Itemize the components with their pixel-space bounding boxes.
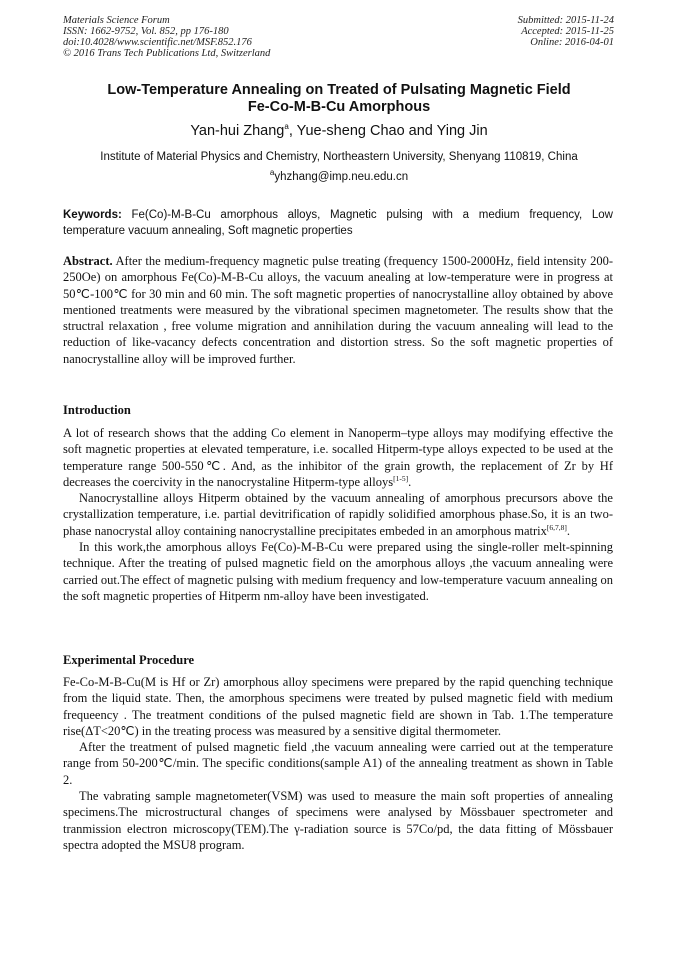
intro-p2-text: Nanocrystalline alloys Hitperm obtained by the vacuum annealing of amorphous precursors above the crystallization temperature, i.e. partial devitrification of rapidly solidified amorphous phase.So, it is an two-phase nanocrystal alloy containing nanocrystalline precipitates embeded in an amorphous matrix	[63, 491, 613, 538]
journal-header-right	[518, 15, 614, 48]
exp-paragraph-3: The vabrating sample magnetometer(VSM) was used to measure the main soft properties of annealing specimens.The microstructural changes of specimens were analysed by Mössbauer spectrometer and tranmission electron microscopy(TEM).The γ-radiation source is 57Co/pd, the data fitting of Mössbauer spectra adopted the MSU8 program.	[63, 789, 613, 852]
intro-p2-end: .	[566, 523, 570, 538]
author-email	[40, 170, 638, 184]
keywords	[63, 207, 613, 239]
email-mark: a	[269, 168, 275, 178]
online-date: Online: 2016-04-01	[530, 37, 614, 48]
introduction-body	[63, 425, 613, 604]
paper-title	[50, 82, 628, 116]
email-address[interactable]: yhzhang@imp.neu.edu.cn	[274, 171, 409, 183]
journal-copyright: © 2016 Trans Tech Publications Ltd, Switzerland	[63, 48, 271, 59]
exp-paragraph-2: After the treatment of pulsed magnetic field ,the vacuum annealing were carried out at the temperature range from 50-200℃/min. The specific conditions(sample A1) of the annealing treatment as shown in Table 2.	[63, 740, 613, 787]
abstract-text: After the medium-frequency magnetic pulse treating (frequency 1500-2000Hz, field intensity 200-250Oe) on amorphous Fe(Co)-M-B-Cu alloys, the vacuum anealing at low-temperature were in progress at 50℃-100℃ for 30 min and 60 min. The soft magnetic properties of nanocrystalline alloy obtained by above mentioned treatments were measured by the vibrational specimen magnetometer. The results show that the structral relaxation , free volume migration and annihilation during the vacuum annealing will lead to the reduction of like-vacancy defects concentration and distortion stress. So the soft magnetic properties of nanocrystalline alloy will be improved further.	[63, 254, 613, 366]
author-rest: , Yue-sheng Chao and Ying Jin	[288, 123, 488, 139]
abstract-label: Abstract.	[63, 254, 113, 268]
citation-ref[interactable]: [6,7,8]	[546, 522, 567, 532]
experimental-heading: Experimental Procedure	[63, 653, 195, 667]
introduction-heading: Introduction	[63, 403, 131, 417]
journal-issn: ISSN: 1662-9752, Vol. 852, pp 176-180	[63, 26, 229, 37]
experimental-body	[63, 674, 613, 853]
abstract	[63, 253, 613, 367]
affiliation: Institute of Material Physics and Chemistry, Northeastern University, Shenyang 110819, China	[100, 151, 578, 163]
journal-doi[interactable]: doi:10.4028/www.scientific.net/MSF.852.176	[63, 37, 252, 48]
keywords-text: Fe(Co)-M-B-Cu amorphous alloys, Magnetic pulsing with a medium frequency, Low temperature vacuum annealing, Soft magnetic properties	[63, 209, 613, 237]
author-affil-mark: a	[284, 122, 289, 132]
citation-ref[interactable]: [1-5]	[393, 473, 409, 483]
intro-paragraph-1	[63, 425, 613, 490]
accepted-date: Accepted: 2015-11-25	[521, 26, 614, 37]
author-list	[50, 122, 628, 140]
keywords-label: Keywords:	[63, 209, 122, 221]
intro-paragraph-3: In this work,the amorphous alloys Fe(Co)-M-B-Cu were prepared using the single-roller melt-spinning technique. After the treating of pulsed magnetic field on the amorphous alloys ,the vacuum annealing were carried out.The effect of magnetic pulsing with medium frequency and low-temperature vacuum annealing on the soft magnetic properties of Hitperm nm-alloy have been investigated.	[63, 540, 613, 603]
intro-p1-end: .	[408, 474, 412, 489]
title-line-1: Low-Temperature Annealing on Treated of Pulsating Magnetic Field	[107, 82, 571, 98]
title-line-2: Fe-Co-M-B-Cu Amorphous	[247, 99, 431, 115]
journal-name: Materials Science Forum	[63, 15, 170, 26]
intro-p1-text: A lot of research shows that the adding Co element in Nanoperm–type alloys may modifying effective the soft magnetic properties at elevated temperature, i.e. socalled Hitperm-type alloys expected to be used at the temperature range 500-550℃. And, as the inhibitor of the grain growth, the replacement of Zr by Hf decreases the coercivity in the nanocrystaline Hitperm-type alloys	[63, 426, 613, 489]
author-first: Yan-hui Zhang	[190, 123, 285, 139]
journal-header-left	[63, 15, 270, 59]
submitted-date: Submitted: 2015-11-24	[517, 15, 614, 26]
intro-paragraph-2	[63, 490, 613, 539]
exp-paragraph-1: Fe-Co-M-B-Cu(M is Hf or Zr) amorphous alloy specimens were prepared by the rapid quenching technique from the liquid state. Then, the amorphous specimens were treated by pulsed magnetic field with medium frequeency . The treatment conditions of the pulsed magnetic field are shown in Tab. 1.The temperature rise(ΔT<20℃) in the treating process was measured by a sensitive digital thermometer.	[63, 675, 613, 738]
